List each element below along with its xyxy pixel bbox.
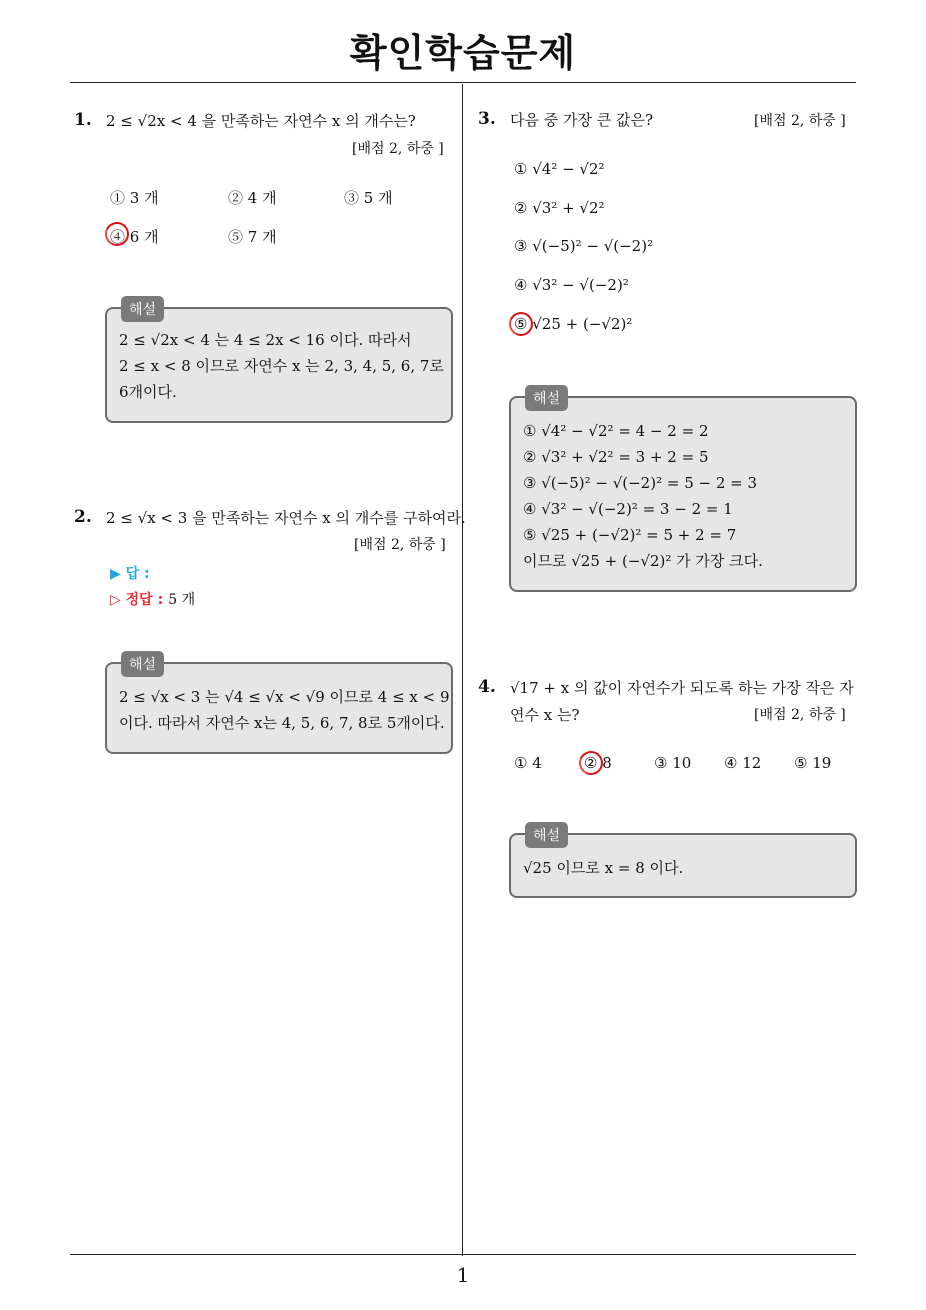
correct-answer: [110, 589, 195, 609]
explanation-line: ③ √(−5)² − √(−2)² = 5 − 2 = 3: [523, 474, 758, 492]
question-points: [배점 2, 하중 ]: [754, 113, 846, 129]
choice-4[interactable]: ④ √3² − √(−2)²: [514, 276, 629, 294]
choice-5[interactable]: ⑤ 7 개: [228, 228, 277, 246]
choice-1[interactable]: ① 4: [514, 754, 542, 772]
explanation-tag: 해설: [121, 651, 164, 677]
choice-2[interactable]: ② 8: [584, 754, 612, 772]
choice-4[interactable]: ④ 6 개: [110, 228, 159, 246]
explanation-tag: 해설: [121, 296, 164, 322]
explanation-tag: 해설: [525, 822, 568, 848]
column-divider: [462, 84, 463, 1256]
explanation-line: ② √3² + √2² = 3 + 2 = 5: [523, 448, 709, 466]
choice-1[interactable]: ① 3 개: [110, 189, 159, 207]
explanation-line: 2 ≤ √x < 3 는 √4 ≤ √x < √9 이므로 4 ≤ x < 9: [119, 688, 450, 706]
page-number: 1: [456, 1263, 470, 1287]
explanation-box: [509, 828, 857, 898]
explanation-line: √25 이므로 x = 8 이다.: [523, 859, 684, 877]
question-text-line-2: 연수 x 는?: [510, 706, 580, 724]
top-divider: [70, 82, 856, 83]
explanation-box: [105, 302, 453, 423]
choice-5[interactable]: ⑤ √25 + (−√2)²: [514, 315, 633, 333]
question-points: [배점 2, 하중 ]: [754, 707, 846, 723]
choice-3[interactable]: ③ 10: [654, 754, 692, 772]
answer-label: ▶ 답 :: [110, 566, 150, 582]
question-text: 2 ≤ √2x < 4 을 만족하는 자연수 x 의 개수는?: [106, 112, 416, 130]
explanation-line: ④ √3² − √(−2)² = 3 − 2 = 1: [523, 500, 733, 518]
explanation-box: [105, 657, 453, 754]
explanation-line: 이므로 √25 + (−√2)² 가 가장 크다.: [523, 552, 763, 570]
answer-circle-mark: [576, 748, 607, 779]
answer-circle-mark: [506, 309, 537, 340]
correct-answer-value: 5 개: [168, 592, 196, 608]
choice-2[interactable]: ② 4 개: [228, 189, 277, 207]
explanation-line: 2 ≤ √2x < 4 는 4 ≤ 2x < 16 이다. 따라서: [119, 331, 412, 349]
question-text: 2 ≤ √x < 3 을 만족하는 자연수 x 의 개수를 구하여라.: [106, 509, 466, 527]
explanation-line: ⑤ √25 + (−√2)² = 5 + 2 = 7: [523, 526, 737, 544]
explanation-line: ① √4² − √2² = 4 − 2 = 2: [523, 422, 709, 440]
choice-2[interactable]: ② √3² + √2²: [514, 199, 605, 217]
explanation-box: [509, 391, 857, 592]
choice-3[interactable]: ③ √(−5)² − √(−2)²: [514, 237, 654, 255]
question-number: 2.: [74, 507, 92, 527]
question-number: 3.: [478, 109, 496, 129]
explanation-tag: 해설: [525, 385, 568, 411]
choice-5[interactable]: ⑤ 19: [794, 754, 832, 772]
choice-4[interactable]: ④ 12: [724, 754, 762, 772]
choice-3[interactable]: ③ 5 개: [344, 189, 393, 207]
explanation-line: 6개이다.: [119, 383, 177, 401]
question-number: 4.: [478, 677, 496, 697]
question-number: 1.: [74, 110, 92, 130]
explanation-line: 2 ≤ x < 8 이므로 자연수 x 는 2, 3, 4, 5, 6, 7로: [119, 357, 444, 375]
choice-1[interactable]: ① √4² − √2²: [514, 160, 605, 178]
explanation-line: 이다. 따라서 자연수 x는 4, 5, 6, 7, 8로 5개이다.: [119, 714, 445, 732]
correct-answer-label: ▷ 정답 :: [110, 592, 164, 608]
page-title: 확인학습문제: [349, 31, 577, 75]
question-points: [배점 2, 하중 ]: [354, 537, 446, 553]
bottom-divider: [70, 1254, 856, 1255]
question-points: [배점 2, 하중 ]: [352, 141, 444, 157]
question-text: 다음 중 가장 큰 값은?: [510, 111, 654, 129]
question-text-line-1: √17 + x 의 값이 자연수가 되도록 하는 가장 작은 자: [510, 679, 854, 697]
